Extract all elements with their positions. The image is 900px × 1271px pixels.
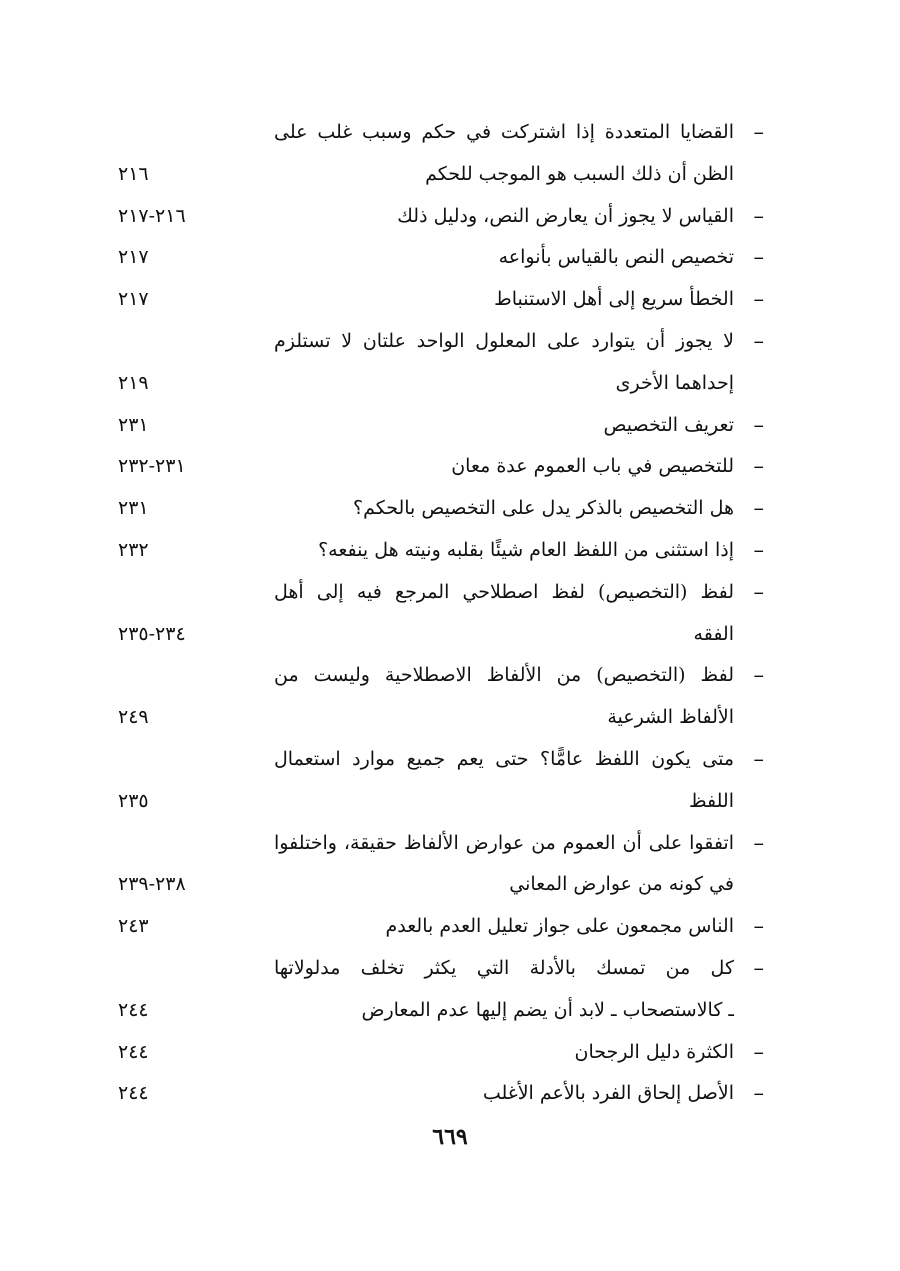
index-entry-line (0, 864, 900, 906)
index-entry-line (0, 196, 900, 238)
entry-text: لفظ (التخصيص) لفظ اصطلاحي المرجع فيه إلى أهل (274, 580, 734, 603)
entry-text: الفقه (693, 622, 734, 645)
entry-dash: – (753, 1039, 764, 1064)
entry-page-ref: ٢١٧ (118, 288, 149, 311)
index-entry-line (0, 697, 900, 739)
index-entry-line (0, 572, 900, 614)
entry-page-ref: ٢٣١-٢٣٢ (118, 455, 186, 478)
entry-text: الكثرة دليل الرجحان (574, 1040, 734, 1063)
entry-text: الخطأ سريع إلى أهل الاستنباط (494, 288, 734, 311)
entry-page-ref: ٢١٦-٢١٧ (118, 204, 186, 227)
entry-page-ref: ٢٤٤ (118, 998, 149, 1021)
entry-dash: – (753, 579, 764, 604)
entry-page-ref: ٢١٦ (118, 162, 149, 185)
entry-dash: – (753, 454, 764, 479)
entry-page-ref: ٢٤٤ (118, 1082, 149, 1105)
entry-text: اللفظ (688, 789, 734, 812)
index-entry-line (0, 739, 900, 781)
entry-dash: – (753, 245, 764, 270)
entry-dash: – (753, 746, 764, 771)
entry-dash: – (753, 287, 764, 312)
index-entry-line (0, 614, 900, 656)
entry-text: لا يجوز أن يتوارد على المعلول الواحد علتان لا تستلزم (274, 329, 734, 352)
entry-dash: – (753, 1081, 764, 1106)
entry-dash: – (753, 328, 764, 353)
entry-dash: – (753, 412, 764, 437)
entry-text: اتفقوا على أن العموم من عوارض الألفاظ حقيقة، واختلفوا (274, 831, 734, 854)
index-entry-line (0, 655, 900, 697)
index-entry-line (0, 948, 900, 990)
entry-page-ref: ٢١٧ (118, 246, 149, 269)
entry-text: الظن أن ذلك السبب هو الموجب للحكم (425, 162, 734, 185)
entry-dash: – (753, 914, 764, 939)
index-entries (0, 112, 900, 1115)
index-entry-line (0, 906, 900, 948)
index-entry-line (0, 112, 900, 154)
index-entry-line (0, 321, 900, 363)
entry-page-ref: ٢٤٩ (118, 706, 149, 729)
entry-text: تخصيص النص بالقياس بأنواعه (498, 246, 734, 269)
index-entry-line (0, 781, 900, 823)
entry-dash: – (753, 830, 764, 855)
entry-page-ref: ٢٣٤-٢٣٥ (118, 622, 186, 645)
entry-text: كل من تمسك بالأدلة التي يكثر تخلف مدلولاتها (274, 956, 734, 979)
entry-dash: – (753, 496, 764, 521)
entry-text: لفظ (التخصيص) من الألفاظ الاصطلاحية وليست من (274, 664, 734, 687)
entry-text: إحداهما الأخرى (615, 371, 734, 394)
entry-text: القضايا المتعددة إذا اشتركت في حكم وسبب غلب على (274, 121, 734, 143)
entry-text: الناس مجمعون على جواز تعليل العدم بالعدم (385, 915, 734, 938)
entry-text: للتخصيص في باب العموم عدة معان (451, 455, 734, 478)
entry-page-ref: ٢١٩ (118, 371, 149, 394)
entry-text: ـ كالاستصحاب ـ لابد أن يضم إليها عدم المعارض (361, 998, 734, 1021)
entry-text: هل التخصيص بالذكر يدل على التخصيص بالحكم؟ (352, 497, 734, 520)
entry-page-ref: ٢٤٤ (118, 1040, 149, 1063)
entry-text: متى يكون اللفظ عامًّا؟ حتى يعم جميع موارد استعمال (274, 747, 734, 770)
entry-page-ref: ٢٣١ (118, 497, 149, 520)
index-entry-line (0, 1032, 900, 1074)
entry-dash: – (753, 120, 764, 144)
index-entry-line (0, 488, 900, 530)
entry-page-ref: ٢٣٥ (118, 789, 149, 812)
index-entry-line (0, 154, 900, 196)
index-entry-line (0, 990, 900, 1032)
entry-page-ref: ٢٤٣ (118, 915, 149, 938)
entry-text: في كونه من عوارض المعاني (509, 873, 734, 896)
entry-text: إذا استثنى من اللفظ العام شيئًا بقلبه ونيته هل ينفعه؟ (318, 538, 734, 561)
entry-dash: – (753, 203, 764, 228)
entry-page-ref: ٢٣٨-٢٣٩ (118, 873, 186, 896)
entry-dash: – (753, 955, 764, 980)
index-entry-line (0, 1073, 900, 1115)
index-entry-line (0, 823, 900, 865)
entry-text: القياس لا يجوز أن يعارض النص، ودليل ذلك (397, 204, 734, 227)
index-entry-line (0, 363, 900, 405)
index-entry-line (0, 405, 900, 447)
entry-text: الأصل إلحاق الفرد بالأعم الأغلب (482, 1082, 734, 1105)
entry-page-ref: ٢٣١ (118, 413, 149, 436)
index-entry-line (0, 237, 900, 279)
index-entry-line (0, 279, 900, 321)
index-entry-line (0, 446, 900, 488)
page-number: ٦٦٩ (432, 1124, 468, 1150)
index-entry-line (0, 530, 900, 572)
entry-dash: – (753, 663, 764, 688)
entry-page-ref: ٢٣٢ (118, 538, 149, 561)
entry-dash: – (753, 537, 764, 562)
entry-text: الألفاظ الشرعية (607, 706, 734, 729)
entry-text: تعريف التخصيص (603, 413, 734, 436)
